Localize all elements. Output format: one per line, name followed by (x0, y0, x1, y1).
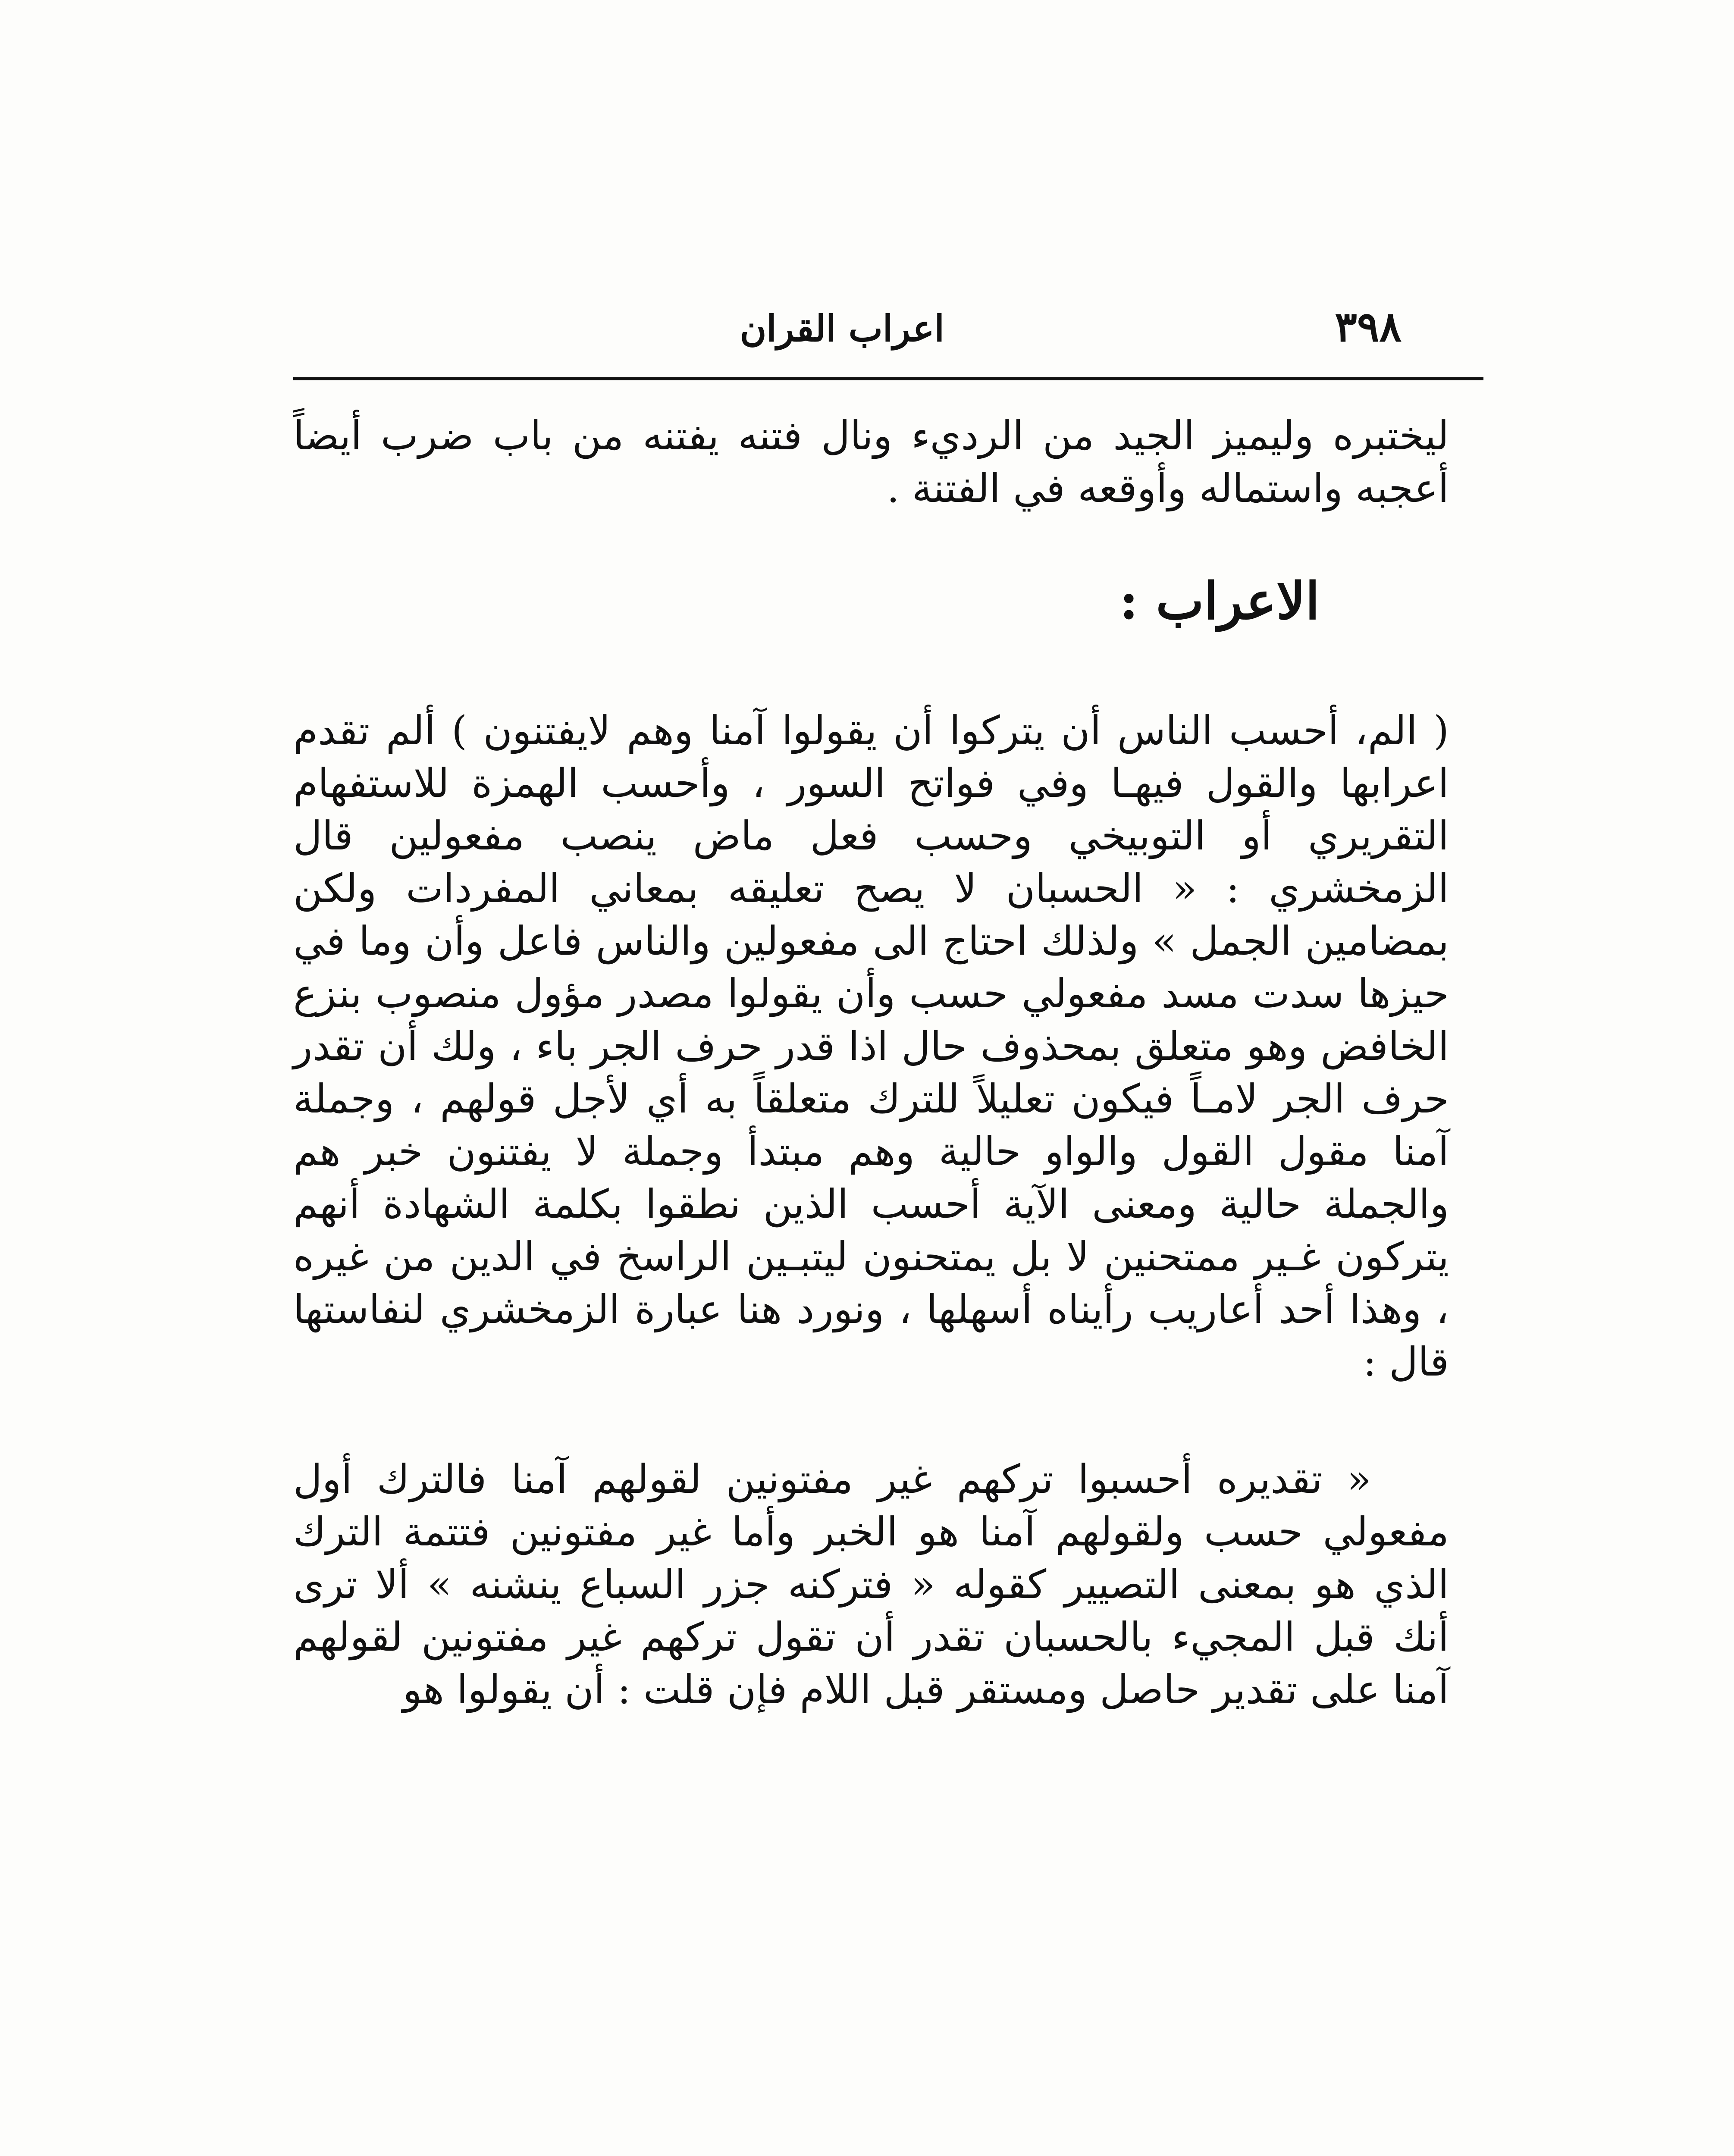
page-header (293, 298, 1483, 362)
page-body (293, 410, 1449, 1716)
intro-paragraph: ليختبره وليميز الجيد من الرديء ونال فتنه يفتنه من باب ضرب أيضاً أعجبه واستماله وأوقعه في الفتنة . (293, 413, 1449, 511)
page-number: ٣٩٨ (1335, 302, 1402, 351)
section-heading: الاعراب : (1119, 571, 1320, 631)
header-divider (293, 377, 1483, 380)
running-title: اعراب القران (740, 307, 944, 350)
main-paragraph: ( الم، أحسب الناس أن يتركوا أن يقولوا آمنا وهم لايفتنون ) ألم تقدم اعرابها والقول فيهـا وفي فواتح السور ، وأحسب الهمزة للاستفهام التقريري أو التوبيخي وحسب فعل ماض ينصب مفعولين قال الزمخشري : « الحسبان لا يصح تعليقه بمعاني المفردات ولكن بمضامين الجمل » ولذلك احتاج الى مفعولين والناس فاعل وأن وما في حيزها سدت مسد مفعولي حسب وأن يقولوا مصدر مؤول منصوب بنزع الخافض وهو متعلق بمحذوف حال اذا قدر حرف الجر باء ، ولك أن تقدر حرف الجر لامـاً فيكون تعليلاً للترك متعلقاً به أي لأجل قولهم ، وجملة آمنا مقول القول والواو حالية وهم مبتدأ وجملة لا يفتنون خبر هم والجملة حالية ومعنى الآية أحسب الذين نطقوا بكلمة الشهادة أنهم يتركون غـير ممتحنين لا بل يمتحنون ليتبـين الراسخ في الدين من غيره ، وهذا أحد أعاريب رأيناه أسهلها ، ونورد هنا عبارة الزمخشري لنفاستها قال : (293, 708, 1449, 1385)
quote-paragraph: « تقديره أحسبوا تركهم غير مفتونين لقولهم آمنا فالترك أول مفعولي حسب ولقولهم آمنا هو الخبر وأما غير مفتونين فتتمة الترك الذي هو بمعنى التصيير كقوله « فتركنه جزر السباع ينشنه » ألا ترى أنك قبل المجيء بالحسبان تقدر أن تقول تركهم غير مفتونين لقولهم آمنا على تقدير حاصل ومستقر قبل اللام فإن قلت : أن يقولوا هو (293, 1456, 1449, 1713)
